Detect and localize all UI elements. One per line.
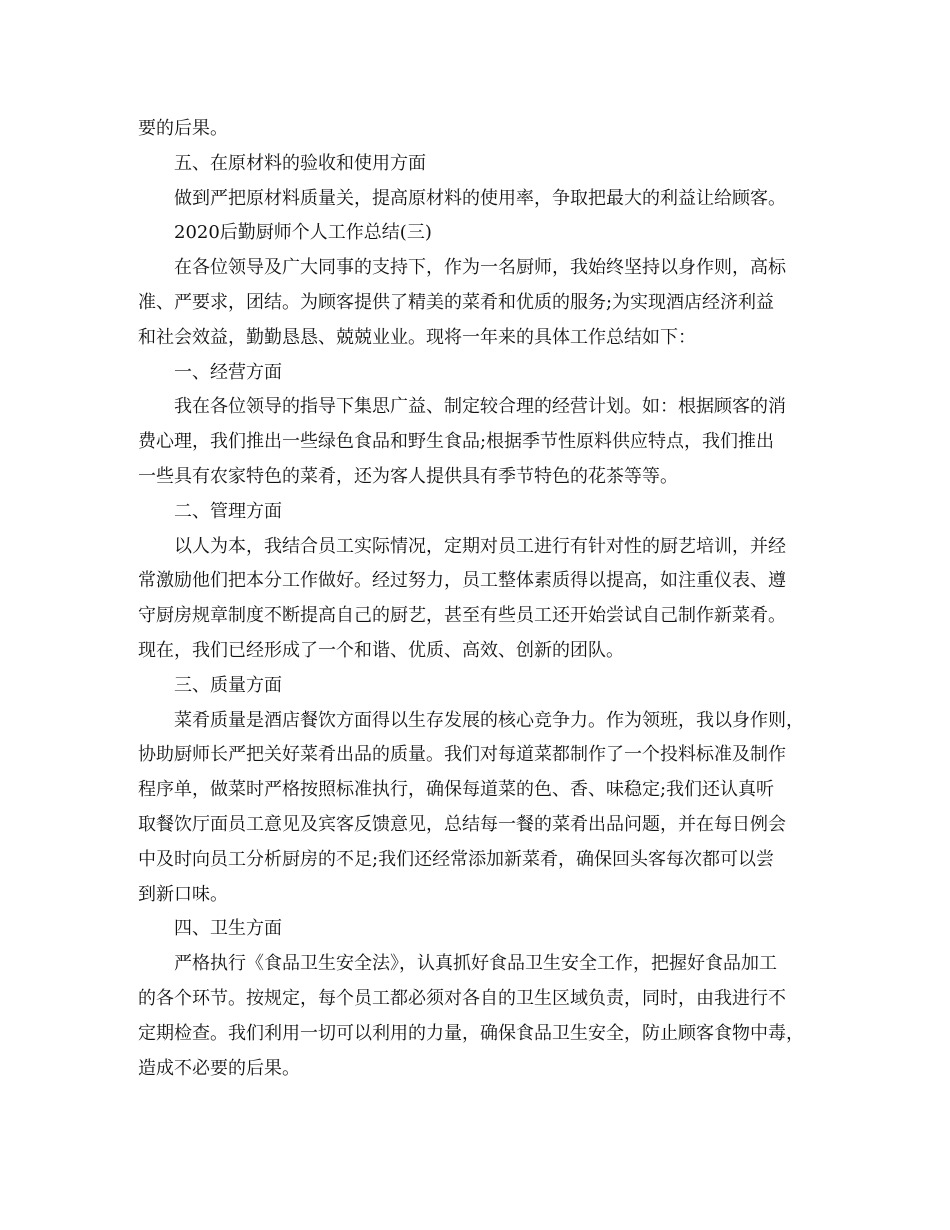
section-heading: 一、经营方面 [174, 361, 282, 383]
paragraph-line: 守厨房规章制度不断提高自己的厨艺，甚至有些员工还开始尝试自己制作新菜肴。 [138, 605, 786, 627]
section-heading: 四、卫生方面 [174, 918, 282, 940]
paragraph-line: 和社会效益，勤勤恳恳、兢兢业业。现将一年来的具体工作总结如下： [138, 326, 696, 348]
paragraph-line: 协助厨师长严把关好菜肴出品的质量。我们对每道菜都制作了一个投料标准及制作 [138, 744, 786, 766]
document-subtitle: 2020后勤厨师个人工作总结(三) [174, 222, 432, 244]
section-heading: 五、在原材料的验收和使用方面 [174, 152, 426, 174]
paragraph-line: 常激励他们把本分工作做好。经过努力，员工整体素质得以提高，如注重仪表、遵 [138, 570, 786, 592]
section-heading: 二、管理方面 [174, 500, 282, 522]
paragraph-line: 取餐饮厅面员工意见及宾客反馈意见，总结每一餐的菜肴出品问题，并在每日例会 [138, 813, 786, 835]
paragraph-line: 现在，我们已经形成了一个和谐、优质、高效、创新的团队。 [138, 639, 624, 661]
paragraph-line: 准、严要求，团结。为顾客提供了精美的菜肴和优质的服务;为实现酒店经济利益 [138, 291, 775, 313]
document-body [138, 112, 828, 1086]
paragraph-line: 严格执行《食品卫生安全法》，认真抓好食品卫生安全工作，把握好食品加工 [174, 953, 777, 975]
text-line: 要的后果。 [138, 118, 228, 139]
paragraph-line: 以人为本，我结合员工实际情况，定期对员工进行有针对性的厨艺培训，并经 [174, 535, 786, 557]
paragraph-line: 到新口味。 [138, 883, 228, 905]
paragraph-line: 我在各位领导的指导下集思广益、制定较合理的经营计划。如：根据顾客的消 [174, 396, 786, 418]
section-heading: 三、质量方面 [174, 674, 282, 696]
paragraph-line: 费心理，我们推出一些绿色食品和野生食品;根据季节性原料供应特点，我们推出 [138, 431, 775, 453]
paragraph-line: 一些具有农家特色的菜肴，还为客人提供具有季节特色的花茶等等。 [138, 465, 678, 487]
paragraph-line: 程序单，做菜时严格按照标准执行，确保每道菜的色、香、味稳定;我们还认真听 [138, 779, 775, 801]
paragraph-line: 在各位领导及广大同事的支持下，作为一名厨师，我始终坚持以身作则，高标 [174, 257, 786, 279]
paragraph-line: 做到严把原材料质量关，提高原材料的使用率，争取把最大的利益让给顾客。 [174, 187, 786, 209]
paragraph-line: 菜肴质量是酒店餐饮方面得以生存发展的核心竞争力。作为领班，我以身作则， [174, 709, 804, 731]
paragraph-line: 定期检查。我们利用一切可以利用的力量，确保食品卫生安全，防止顾客食物中毒， [138, 1022, 804, 1044]
paragraph-line: 造成不必要的后果。 [138, 1057, 300, 1079]
paragraph-line: 中及时向员工分析厨房的不足;我们还经常添加新菜肴，确保回头客每次都可以尝 [138, 848, 775, 870]
paragraph-line: 的各个环节。按规定，每个员工都必须对各自的卫生区域负责，同时，由我进行不 [138, 987, 786, 1009]
